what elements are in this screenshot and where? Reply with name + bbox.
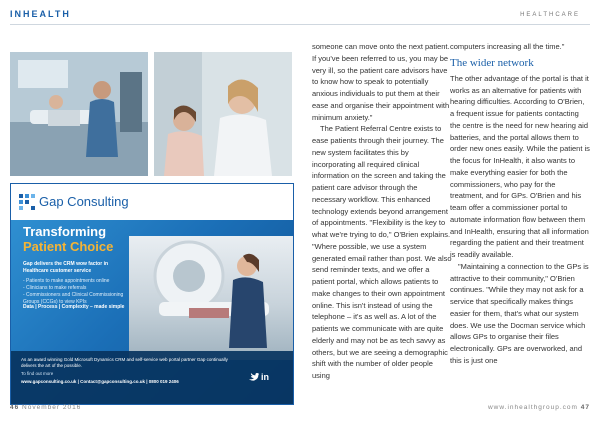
article-paragraph: someone can move onto the next patient. If you've been referred to us, you may be very ill, so the patient care advisors have to know how to speak to potentially anxious individuals to put them at their ease and organise their appointment with minimum anxiety." (312, 42, 450, 122)
ad-footer-text: As an award winning Gold Microsoft Dynamics CRM and self-service web portal partner Gap continually delivers the art of the possible. (21, 357, 228, 368)
ad-headline-line1: Transforming (23, 224, 107, 239)
left-page-footer (10, 404, 81, 411)
photo-radiography-room (10, 52, 148, 176)
ad-headline (23, 224, 173, 254)
ad-bullet: - Patients to make appointments online (23, 278, 110, 284)
ad-tagline: Data | Process | Complexity – made simple (23, 304, 125, 310)
ad-photo-scanner-room (129, 236, 293, 360)
ad-logo-row (11, 184, 293, 220)
article-column-1 (312, 41, 452, 382)
ad-brand-name: Gap Consulting (39, 194, 129, 209)
ad-lead-text: Gap delivers the CRM wow factor in Healthcare customer service (23, 261, 109, 274)
ad-headline-line2: Patient Choice (23, 239, 114, 254)
right-page-number: 47 (580, 404, 590, 411)
photo-nurse-with-patient (154, 52, 292, 176)
section-label: INHEALTH (10, 9, 71, 19)
article-column-2 (450, 41, 590, 367)
gap-logo-icon (19, 194, 35, 210)
ad-find-out-more: To find out more (21, 371, 54, 376)
article-paragraph: computers increasing all the time." (450, 42, 565, 51)
right-page-footer (488, 404, 590, 411)
category-label: HEALTHCARE (520, 12, 580, 18)
website-url: www.inhealthgroup.com (487, 404, 578, 411)
section-subheading: The wider network (450, 56, 534, 69)
ad-bullet: - Clinicians to make referrals (23, 285, 87, 291)
twitter-icon (249, 372, 259, 381)
ad-bullet-list (23, 278, 133, 306)
article-paragraph: "Maintaining a connection to the GPs is attractive to their community," O'Brien continues. "While they may not ask for a service that specifically makes things easier for them, that's what our system does. We use the Docman service which allows GPs to organise their files electronically. GPs are overworked, and this is just one (450, 261, 589, 365)
article-paragraph: The Patient Referral Centre exists to ease patients through their journey. The new system facilitates this by incorporating all required clinical information on the screen and taking the patient care advisor through the necessary workflow. This enhanced technology extends beyond arrangement of appointments. "Flexibility is the key to what we're trying to do," O'Brien explains. "Where possible, we use a system generated email rather than post. We also send reminder texts, and we offer a patient portal, which allows patients to make changes to their own appointment online. This isn't instead of using the telephone – it's as well as. A lot of the patients we communicate with are quite elderly and may not be as tech savvy as others, but we are seeing a demographic shift with the number of older people using (312, 124, 452, 380)
linkedin-icon: in (261, 372, 269, 382)
ad-contact-line: www.gapconsulting.co.uk | Contact@gapconsulting.co.uk | 0800 019 2406 (21, 379, 179, 384)
ad-bullet: - Commissioners and Clinical Commissioning Groups (CCGs) to view KPIs (23, 292, 124, 305)
header-rule (10, 24, 590, 25)
article-paragraph: The other advantage of the portal is that it works as an alternative for patients with hearing difficulties. According to O'Brien, a frequent issue for patients contacting the centre is the need for new hearing aid batteries, and the portal allows them to order new ones easily. While the patient is the focus for InHealth, it also wants to make everything easier for both the commissioners, who pay for the treatment, and for GPs. O'Brien and his team offer a commissioner portal to automate information flow between them and InHealth, ensuring that all information regarding the patient and their treatment is readily available. (450, 73, 590, 259)
gap-consulting-advert (10, 183, 294, 405)
issue-date: November 2016 (22, 404, 82, 411)
left-page-number: 46 (10, 404, 20, 411)
